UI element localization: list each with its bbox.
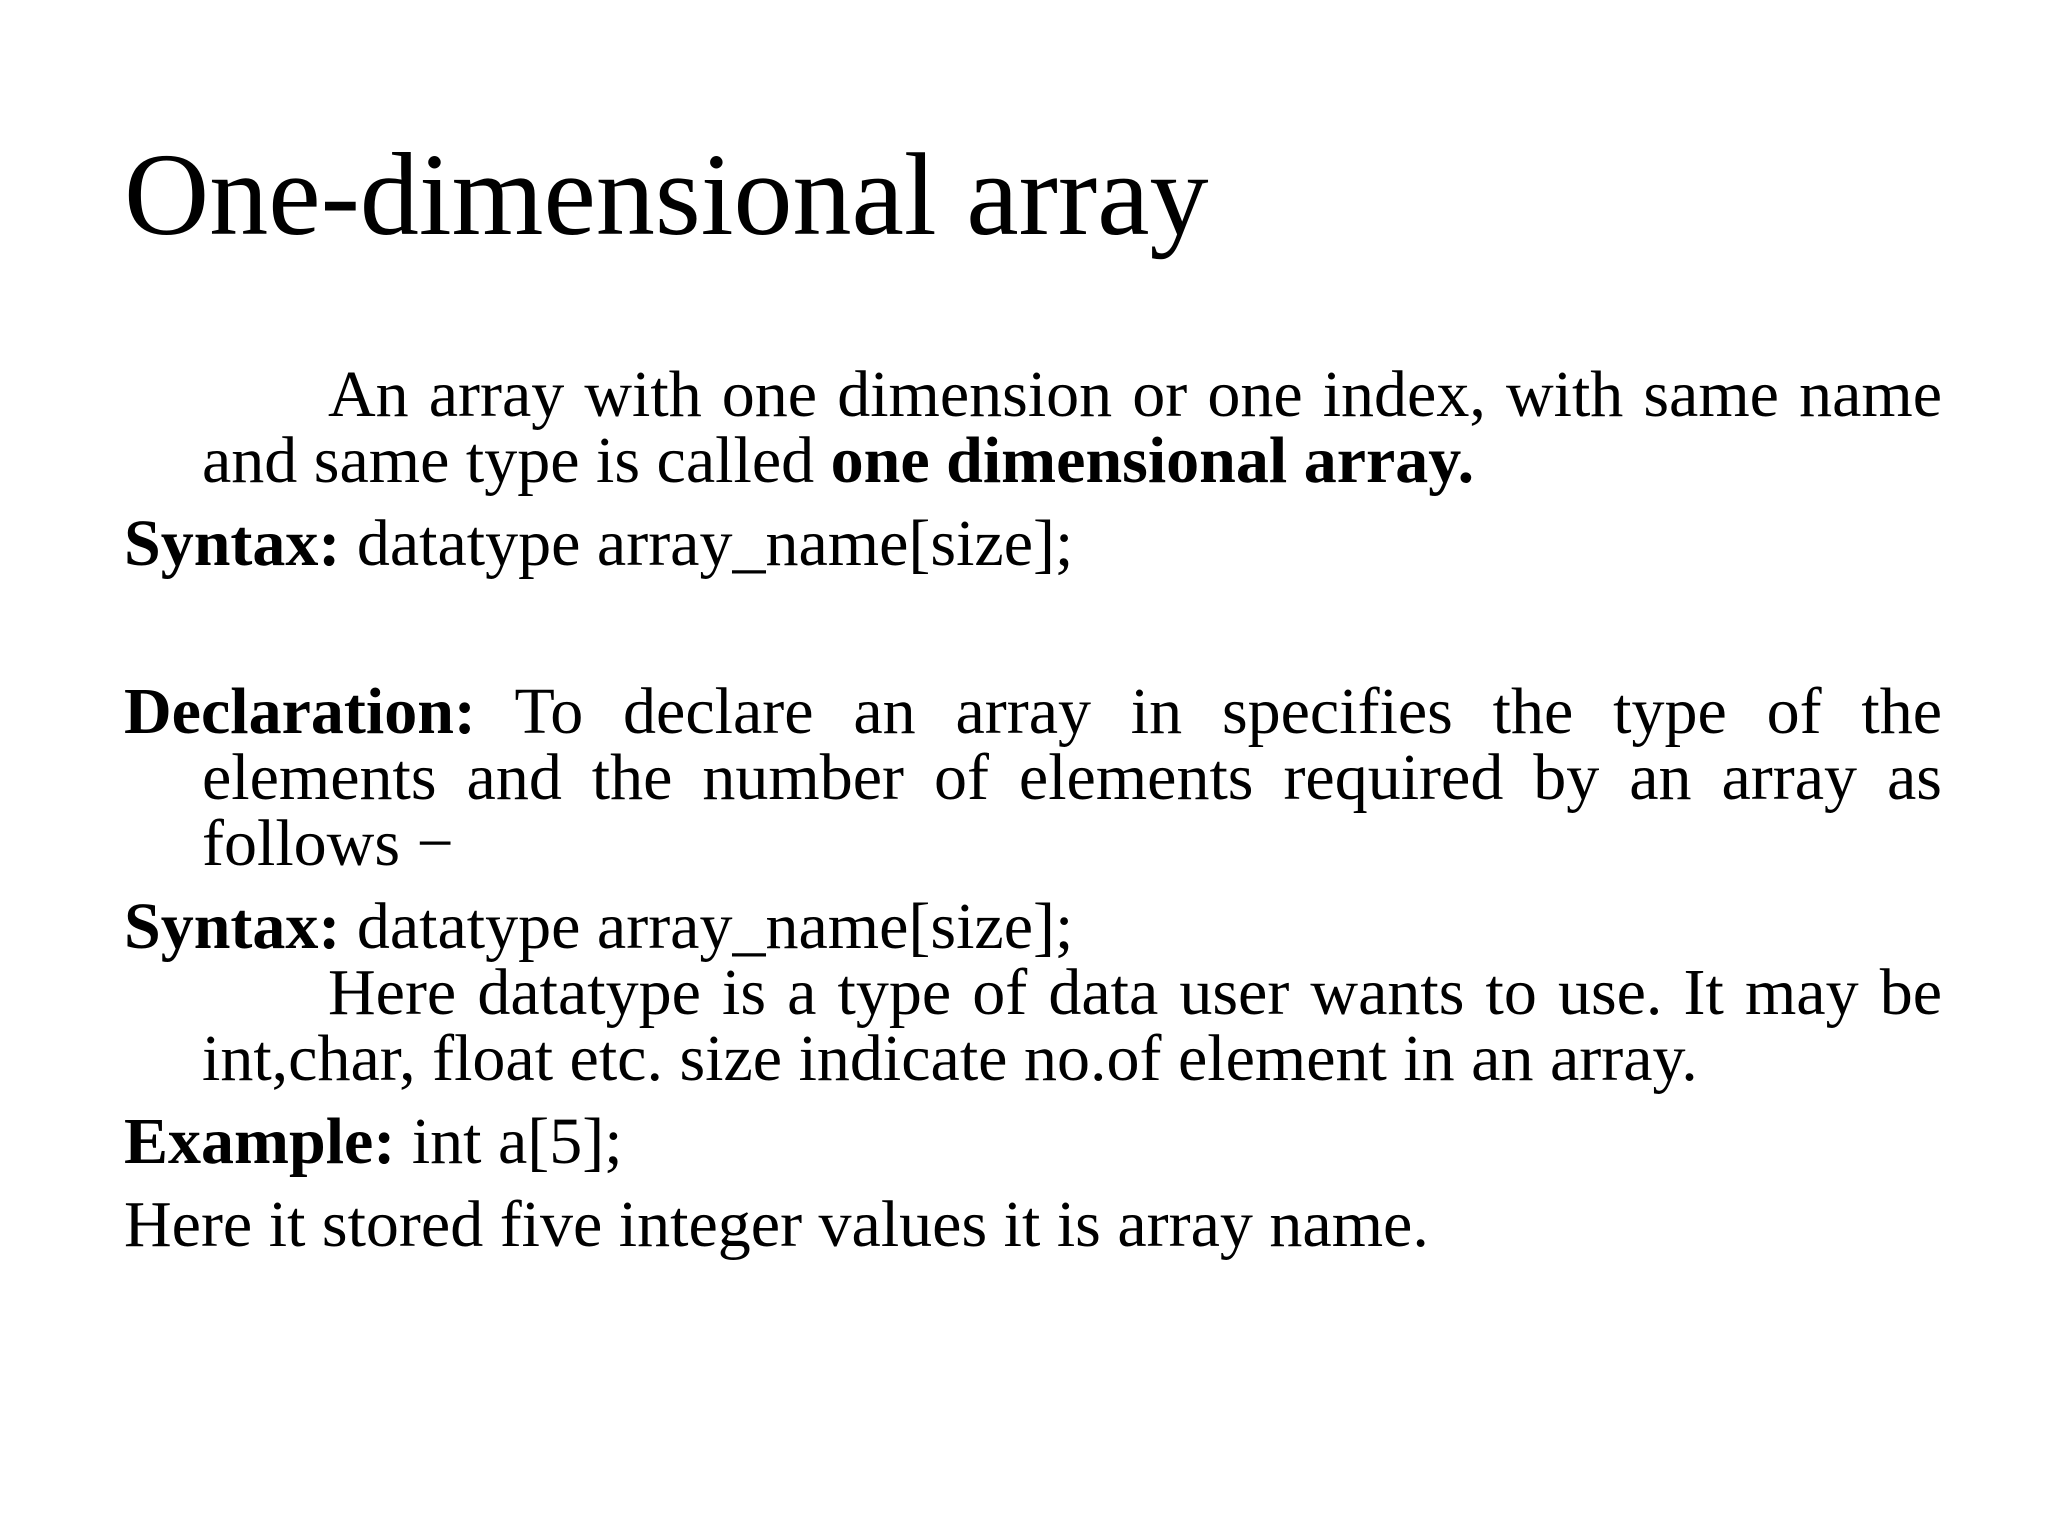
syntax-label-2: Syntax:: [124, 890, 341, 963]
definition-paragraph: [124, 358, 1942, 497]
slide-title: One-dimensional array: [124, 129, 1209, 260]
syntax-label-1: Syntax:: [124, 507, 341, 580]
declaration-label: Declaration:: [124, 675, 476, 748]
syntax-text-2: datatype array_name[size];: [340, 890, 1074, 963]
slide-body: [124, 358, 1942, 1261]
definition-bold-term: one dimensional array.: [830, 424, 1475, 497]
note-text: Here it stored five integer values it is array name.: [124, 1188, 1429, 1261]
definition-text: An array with one dimension or one index, with same name and same type is called: [202, 358, 1942, 497]
syntax-line-1: [124, 507, 1942, 580]
syntax-text-1: datatype array_name[size];: [340, 507, 1074, 580]
example-text: int a[5];: [395, 1105, 623, 1178]
example-label: Example:: [124, 1105, 396, 1178]
declaration-text: To declare an array in specifies the type of the elements and the number of elements required by an array as follows −: [202, 675, 1942, 880]
note-line: [124, 1188, 1942, 1261]
syntax-line-2: [124, 890, 1942, 963]
declaration-paragraph: [124, 675, 1942, 880]
example-line: [124, 1105, 1942, 1178]
explanation-paragraph: [124, 956, 1942, 1095]
explanation-text: Here datatype is a type of data user wants to use. It may be int,char, float etc. size indicate no.of element in an array.: [202, 956, 1942, 1095]
